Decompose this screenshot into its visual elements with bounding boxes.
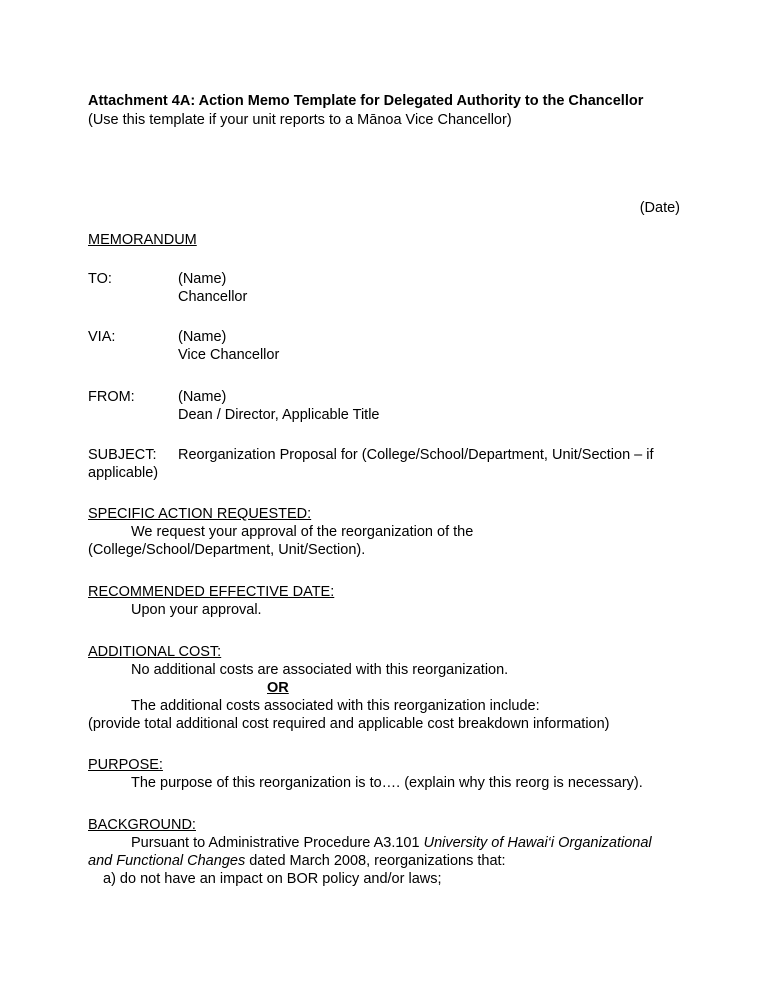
action-line-1: We request your approval of the reorganization of the — [131, 524, 474, 540]
background-item-a: a) do not have an impact on BOR policy and/or laws; — [103, 871, 442, 887]
subject-label: SUBJECT: — [88, 447, 157, 463]
via-label: VIA: — [88, 329, 116, 345]
to-title: Chancellor — [178, 289, 248, 305]
subject-text: Reorganization Proposal for (College/School/Department, Unit/Section – if — [178, 447, 654, 463]
background-policy-title-part-1: University of Hawai‘i Organizational — [423, 835, 652, 851]
to-name: (Name) — [178, 271, 227, 287]
memorandum-heading: MEMORANDUM — [88, 232, 197, 248]
from-title: Dean / Director, Applicable Title — [178, 407, 380, 423]
cost-line-2: The additional costs associated with this reorganization include: — [131, 698, 540, 714]
purpose-line-1: The purpose of this reorganization is to…. (explain why this reorg is necessary). — [131, 775, 643, 791]
action-line-2: (College/School/Department, Unit/Section). — [88, 542, 366, 558]
cost-or: OR — [267, 680, 289, 696]
from-label: FROM: — [88, 389, 135, 405]
cost-line-1: No additional costs are associated with this reorganization. — [131, 662, 509, 678]
subject-continuation: applicable) — [88, 465, 159, 481]
document-title: Attachment 4A: Action Memo Template for Delegated Authority to the Chancellor — [88, 93, 644, 109]
effective-date-heading: RECOMMENDED EFFECTIVE DATE: — [88, 584, 335, 600]
cost-line-3: (provide total additional cost required and applicable cost breakdown information) — [88, 716, 610, 732]
effective-date-line-1: Upon your approval. — [131, 602, 262, 618]
cost-heading: ADDITIONAL COST: — [88, 644, 222, 660]
document-subtitle: (Use this template if your unit reports to a Mānoa Vice Chancellor) — [88, 112, 512, 128]
purpose-heading: PURPOSE: — [88, 757, 163, 773]
background-line-1 — [131, 834, 652, 852]
from-name: (Name) — [178, 389, 227, 405]
background-policy-title-part-2: and Functional Changes — [88, 853, 246, 869]
via-name: (Name) — [178, 329, 227, 345]
background-line-2-text: dated March 2008, reorganizations that: — [245, 853, 506, 869]
date-placeholder: (Date) — [639, 200, 680, 216]
background-line-1-text: Pursuant to Administrative Procedure A3.101 — [131, 835, 424, 851]
to-label: TO: — [88, 271, 112, 287]
action-heading: SPECIFIC ACTION REQUESTED: — [88, 506, 312, 522]
background-heading: BACKGROUND: — [88, 817, 196, 833]
via-title: Vice Chancellor — [178, 347, 280, 363]
background-line-2 — [88, 852, 506, 870]
